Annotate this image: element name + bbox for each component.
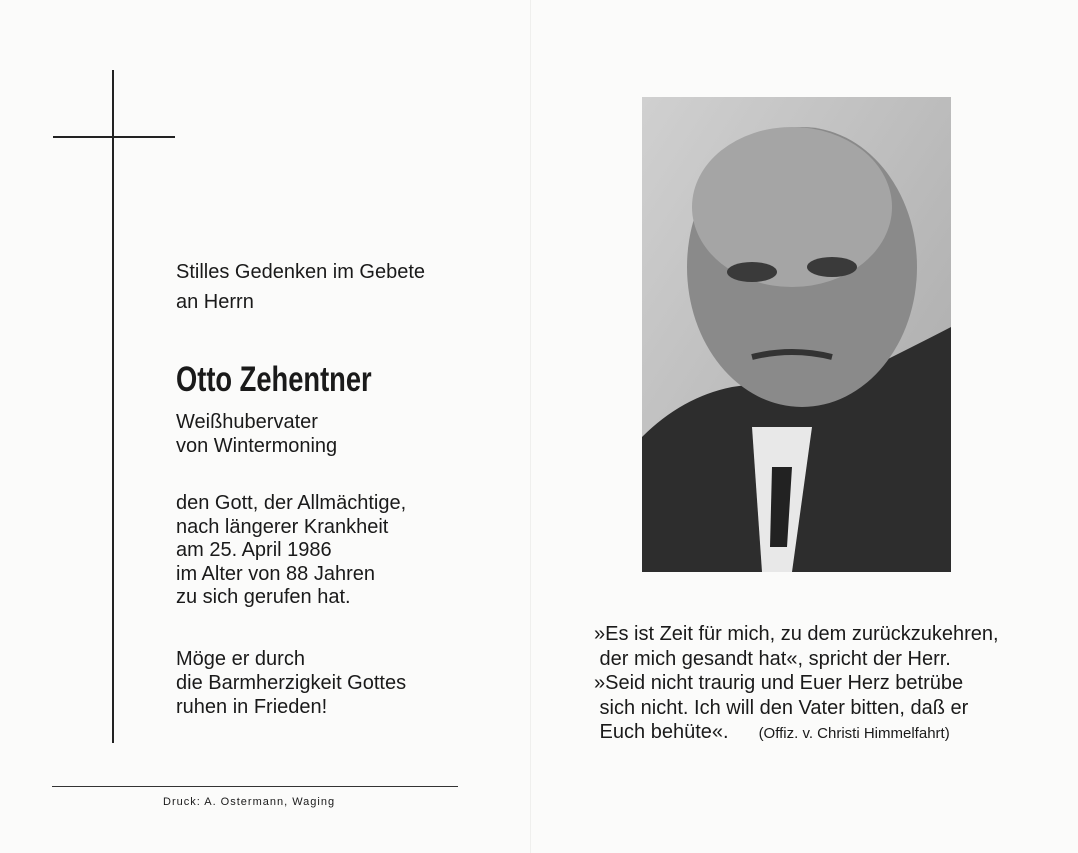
portrait-photo [642, 97, 951, 572]
death-line: am 25. April 1986 [176, 539, 332, 561]
death-line: den Gott, der Allmächtige, [176, 492, 407, 514]
quote-line: Euch behüte«. [594, 721, 729, 743]
bible-quote [594, 622, 999, 747]
quote-line: »Seid nicht traurig und Euer Herz betrübe [594, 672, 964, 694]
title-line: Weißhubervater [176, 411, 318, 433]
blessing-line: die Barmherzigkeit Gottes [176, 672, 407, 694]
blessing-line: Möge er durch [176, 648, 305, 670]
blessing [176, 647, 406, 719]
blessing-line: ruhen in Frieden! [176, 696, 328, 718]
cross-icon-vertical [112, 70, 114, 743]
intro-line: an Herrn [176, 291, 254, 313]
deceased-title [176, 410, 337, 458]
quote-last-line [594, 720, 999, 747]
title-line: von Wintermoning [176, 435, 338, 457]
divider [52, 786, 458, 787]
card-fold [530, 0, 531, 853]
intro-text [176, 260, 425, 314]
quote-line: der mich gesandt hat«, spricht der Herr. [594, 647, 951, 670]
quote-line: »Es ist Zeit für mich, zu dem zurückzukehren, [594, 623, 999, 645]
cross-icon-horizontal [53, 136, 175, 138]
death-line: nach längerer Krankheit [176, 515, 389, 538]
quote-source: (Offiz. v. Christi Himmelfahrt) [758, 725, 950, 742]
deceased-name: Otto Zehentner [176, 360, 372, 399]
intro-line: Stilles Gedenken im Gebete [176, 261, 426, 283]
death-notice [176, 492, 406, 610]
printer-credit: Druck: A. Ostermann, Waging [163, 796, 336, 808]
death-line: zu sich gerufen hat. [176, 586, 351, 608]
quote-line: sich nicht. Ich will den Vater bitten, daß er [594, 696, 969, 719]
death-line: im Alter von 88 Jahren [176, 562, 375, 585]
